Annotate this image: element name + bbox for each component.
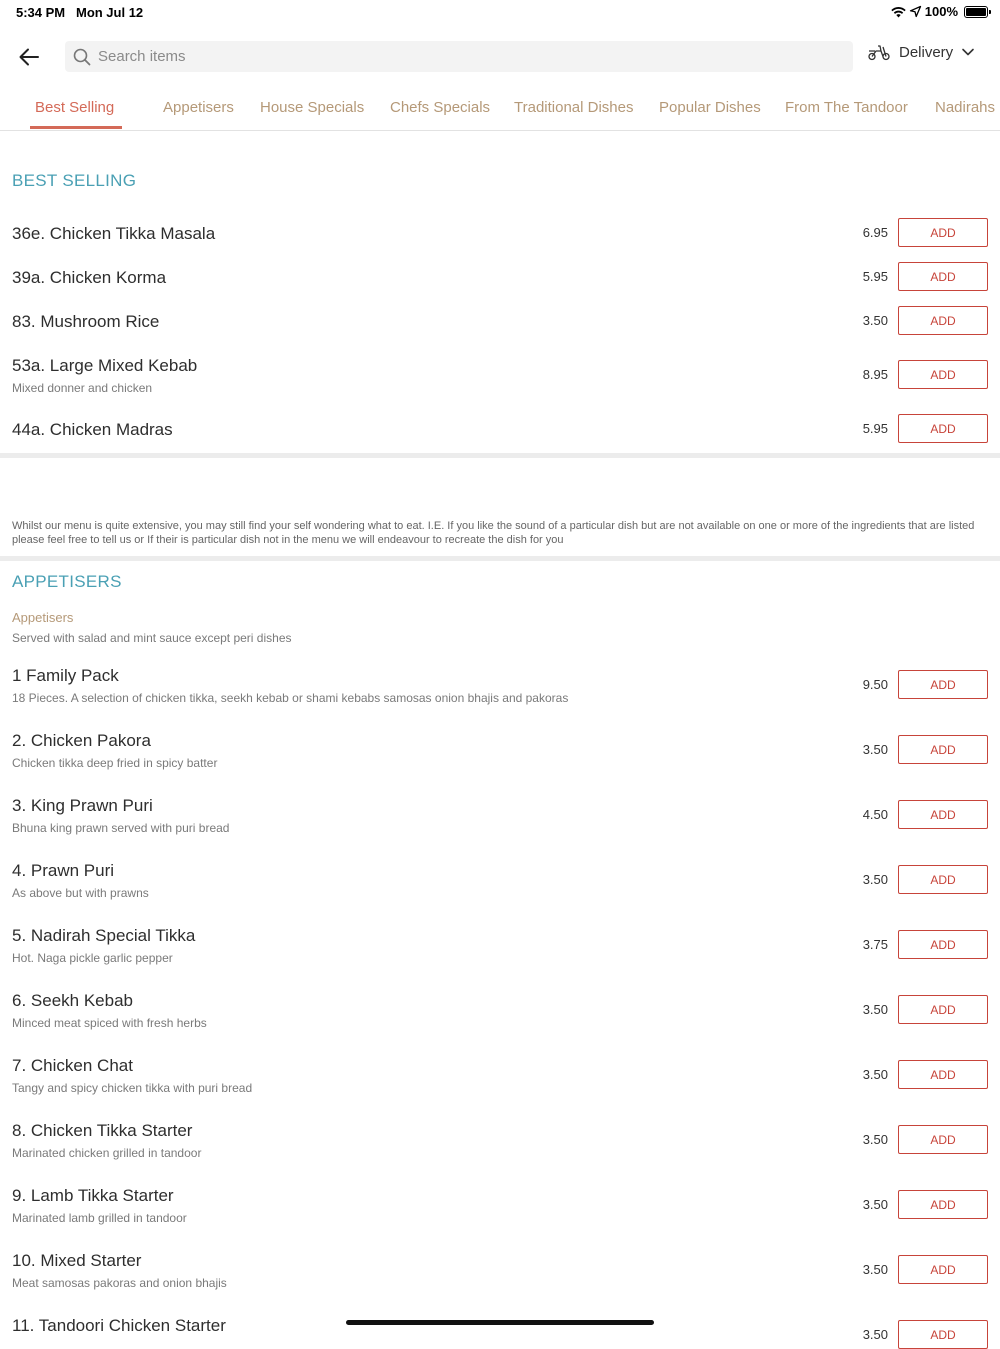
scooter-icon [867, 43, 891, 61]
item-name: 53a. Large Mixed Kebab [12, 356, 198, 375]
item-price: 3.50 [862, 1132, 888, 1147]
section-title-appetisers: APPETISERS [12, 572, 122, 591]
item-description: Marinated lamb grilled in tandoor [12, 1211, 187, 1225]
home-indicator [346, 1320, 654, 1325]
category-tabs [0, 87, 1000, 131]
subcategory-description: Served with salad and mint sauce except peri dishes [12, 631, 292, 645]
section-title-best-selling: BEST SELLING [12, 171, 137, 190]
item-price: 3.50 [862, 872, 888, 887]
item-name: 1 Family Pack [12, 666, 119, 685]
add-button[interactable]: ADD [898, 360, 988, 389]
item-name: 39a. Chicken Korma [12, 268, 167, 287]
status-icons [891, 4, 988, 19]
item-name: 83. Mushroom Rice [12, 312, 160, 331]
add-button[interactable]: ADD [898, 414, 988, 443]
item-description: Mixed donner and chicken [12, 381, 153, 395]
section-divider [0, 453, 1000, 458]
add-button[interactable]: ADD [898, 1320, 988, 1349]
item-description: Bhuna king prawn served with puri bread [12, 821, 230, 835]
tab-chefs-specials[interactable]: Chefs Specials [390, 99, 491, 116]
add-button[interactable]: ADD [898, 995, 988, 1024]
tab-best-selling[interactable]: Best Selling [35, 99, 115, 116]
add-button[interactable]: ADD [898, 306, 988, 335]
add-button[interactable]: ADD [898, 670, 988, 699]
item-price: 5.95 [862, 269, 888, 284]
status-bar [0, 0, 1000, 26]
add-button[interactable]: ADD [898, 930, 988, 959]
menu-info-text: Whilst our menu is quite extensive, you may still find your self wondering what to eat. I.E. If you like the sound of a particular dish but are not available on one or more of the ingredients that are listed please feel free to tell us or If their is particular dish not in the menu we will endeavour to recreate the dish for you [12, 520, 975, 546]
item-name: 2. Chicken Pakora [12, 731, 151, 750]
item-name: 44a. Chicken Madras [12, 420, 173, 439]
item-name: 4. Prawn Puri [12, 861, 115, 880]
add-button[interactable]: ADD [898, 800, 988, 829]
delivery-selector[interactable] [867, 43, 975, 61]
delivery-label: Delivery [899, 43, 954, 61]
back-arrow-icon [19, 48, 39, 66]
item-description: Marinated chicken grilled in tandoor [12, 1146, 202, 1160]
status-time: 5:34 PM Mon Jul 12 [16, 5, 144, 20]
item-price: 3.50 [862, 742, 888, 757]
item-description: As above but with prawns [12, 886, 149, 900]
add-button[interactable]: ADD [898, 865, 988, 894]
item-name: 9. Lamb Tikka Starter [12, 1186, 174, 1205]
item-price: 3.50 [862, 313, 888, 328]
item-price: 4.50 [862, 807, 888, 822]
battery-icon [964, 6, 988, 18]
tab-traditional-dishes[interactable]: Traditional Dishes [514, 99, 634, 116]
tab-popular-dishes[interactable]: Popular Dishes [659, 99, 761, 116]
item-name: 36e. Chicken Tikka Masala [12, 224, 216, 243]
item-name: 3. King Prawn Puri [12, 796, 153, 815]
active-tab-indicator [30, 126, 122, 129]
chevron-down-icon [961, 47, 975, 57]
item-price: 3.50 [862, 1327, 888, 1342]
top-bar [0, 36, 1000, 76]
item-price: 3.75 [862, 937, 888, 952]
item-name: 5. Nadirah Special Tikka [12, 926, 196, 945]
tab-appetisers[interactable]: Appetisers [163, 99, 234, 116]
item-description: Minced meat spiced with fresh herbs [12, 1016, 207, 1030]
add-button[interactable]: ADD [898, 1190, 988, 1219]
item-price: 3.50 [862, 1002, 888, 1017]
add-button[interactable]: ADD [898, 1060, 988, 1089]
tab-nadirahs[interactable]: Nadirahs [935, 99, 996, 116]
item-price: 3.50 [862, 1067, 888, 1082]
add-button[interactable]: ADD [898, 1255, 988, 1284]
item-description: 18 Pieces. A selection of chicken tikka, seekh kebab or shami kebabs samosas onion bhajis and pakoras [12, 691, 569, 705]
item-name: 11. Tandoori Chicken Starter [12, 1316, 226, 1335]
add-button[interactable]: ADD [898, 218, 988, 247]
section-divider [0, 556, 1000, 561]
tab-from-the-tandoor[interactable]: From The Tandoor [785, 99, 908, 116]
location-arrow-icon [910, 6, 921, 17]
item-price: 5.95 [862, 421, 888, 436]
item-description: Hot. Naga pickle garlic pepper [12, 951, 173, 965]
subcategory-heading: Appetisers [12, 610, 74, 625]
back-button[interactable] [14, 42, 44, 72]
add-button[interactable]: ADD [898, 735, 988, 764]
item-description: Meat samosas pakoras and onion bhajis [12, 1276, 227, 1290]
item-name: 10. Mixed Starter [12, 1251, 142, 1270]
search-input[interactable] [98, 48, 798, 65]
item-price: 3.50 [862, 1197, 888, 1212]
item-price: 6.95 [862, 225, 888, 240]
item-name: 7. Chicken Chat [12, 1056, 133, 1075]
tab-house-specials[interactable]: House Specials [260, 99, 365, 116]
add-button[interactable]: ADD [898, 262, 988, 291]
search-bar[interactable] [65, 41, 853, 72]
wifi-icon [891, 6, 906, 18]
item-name: 8. Chicken Tikka Starter [12, 1121, 193, 1140]
item-name: 6. Seekh Kebab [12, 991, 133, 1010]
search-icon [73, 48, 91, 66]
item-price: 3.50 [862, 1262, 888, 1277]
item-price: 8.95 [862, 367, 888, 382]
item-description: Chicken tikka deep fried in spicy batter [12, 756, 218, 770]
item-description: Tangy and spicy chicken tikka with puri bread [12, 1081, 253, 1095]
add-button[interactable]: ADD [898, 1125, 988, 1154]
item-price: 9.50 [862, 677, 888, 692]
battery-percent: 100% [924, 4, 958, 19]
